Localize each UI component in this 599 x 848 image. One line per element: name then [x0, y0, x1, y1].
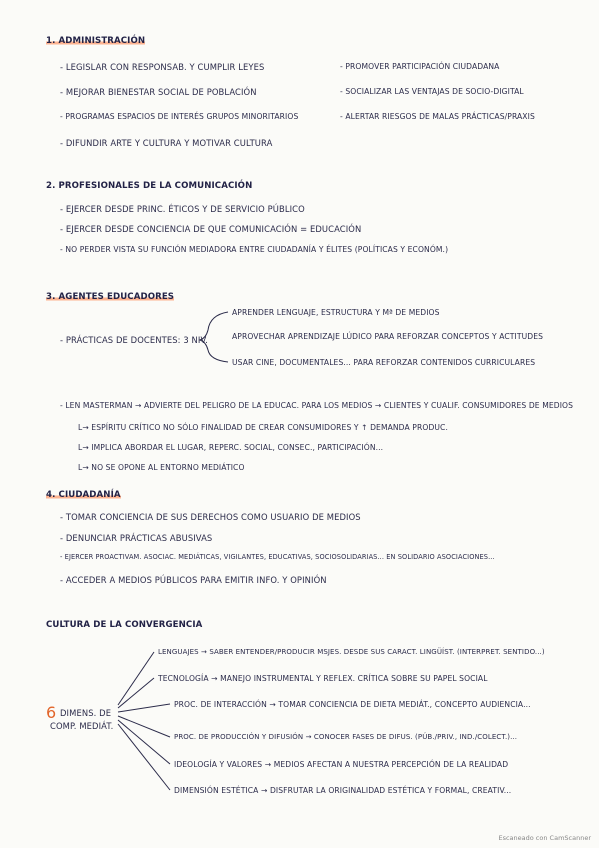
- s1-right-item: - SOCIALIZAR LAS VENTAJAS DE SOCIO-DIGITAL: [340, 87, 524, 96]
- section-1-title: 1. ADMINISTRACIÓN: [46, 36, 146, 46]
- s2-item: - NO PERDER VISTA SU FUNCIÓN MEDIADORA ENTRE CIUDADANÍA Y ÉLITES (POLÍTICAS Y ECONÓM.): [60, 245, 449, 254]
- s1-left-item: - MEJORAR BIENESTAR SOCIAL DE POBLACIÓN: [60, 87, 257, 97]
- s1-left-item: - LEGISLAR CON RESPONSAB. Y CUMPLIR LEYES: [60, 62, 265, 72]
- culture-dimension: PROC. DE PRODUCCIÓN Y DIFUSIÓN → CONOCER FASES DE DIFUS. (PÚB./PRIV., IND./COLECT.)...: [174, 733, 518, 741]
- section-3-title: 3. AGENTES EDUCADORES: [46, 292, 175, 302]
- s4-item: - ACCEDER A MEDIOS PÚBLICOS PARA EMITIR INFO. Y OPINIÓN: [60, 575, 327, 585]
- culture-title: CULTURA DE LA CONVERGENCIA: [46, 620, 203, 630]
- culture-dimension: TECNOLOGÍA → MANEJO INSTRUMENTAL Y REFLEX. CRÍTICA SOBRE SU PAPEL SOCIAL: [158, 674, 488, 683]
- s3-masterman-sub: L→ ESPÍRITU CRÍTICO NO SÓLO FINALIDAD DE CREAR CONSUMIDORES Y ↑ DEMANDA PRODUC.: [78, 423, 448, 432]
- culture-dimension: LENGUAJES → SABER ENTENDER/PRODUCIR MSJES. DESDE SUS CARACT. LINGÜÍST. (INTERPRET. SENTIDO...): [158, 648, 545, 656]
- s4-item: - TOMAR CONCIENCIA DE SUS DERECHOS COMO USUARIO DE MEDIOS: [60, 512, 361, 522]
- culture-dimension: IDEOLOGÍA Y VALORES → MEDIOS AFECTAN A NUESTRA PERCEPCIÓN DE LA REALIDAD: [174, 760, 509, 769]
- s3-masterman-sub: L→ IMPLICA ABORDAR EL LUGAR, REPERC. SOCIAL, CONSEC., PARTICIPACIÓN...: [78, 443, 384, 452]
- scanner-footer: Escaneado con CamScanner: [498, 834, 591, 842]
- s4-item: - EJERCER PROACTIVAM. ASOCIAC. MEDIÁTICAS, VIGILANTES, EDUCATIVAS, SOCIOSOLIDARIAS... EN SOLIDARIO ASOCIACIONES...: [60, 553, 495, 561]
- s3-masterman: - LEN MASTERMAN → ADVIERTE DEL PELIGRO DE LA EDUCAC. PARA LOS MEDIOS → CLIENTES Y CUALIF. CONSUMIDORES DE MEDIOS: [60, 401, 574, 410]
- six-label-2: COMP. MEDIÁT.: [50, 721, 114, 731]
- six-number: 6: [46, 703, 57, 722]
- culture-dimension: DIMENSIÓN ESTÉTICA → DISFRUTAR LA ORIGINALIDAD ESTÉTICA Y FORMAL, CREATIV...: [174, 786, 512, 795]
- s1-left-item: - DIFUNDIR ARTE Y CULTURA Y MOTIVAR CULTURA: [60, 138, 273, 148]
- s2-item: - EJERCER DESDE PRINC. ÉTICOS Y DE SERVICIO PÚBLICO: [60, 204, 305, 214]
- s3-branch: USAR CINE, DOCUMENTALES... PARA REFORZAR CONTENIDOS CURRICULARES: [232, 358, 536, 367]
- section-2-title: 2. PROFESIONALES DE LA COMUNICACIÓN: [46, 181, 253, 191]
- s3-lead: - PRÁCTICAS DE DOCENTES: 3 NIV.: [60, 335, 208, 345]
- section-4-title: 4. CIUDADANÍA: [46, 490, 121, 500]
- s3-branch: APROVECHAR APRENDIZAJE LÚDICO PARA REFORZAR CONCEPTOS Y ACTITUDES: [232, 332, 544, 341]
- six-label-1: DIMENS. DE: [60, 708, 112, 718]
- s1-right-item: - PROMOVER PARTICIPACIÓN CIUDADANA: [340, 62, 500, 71]
- s1-left-item: - PROGRAMAS ESPACIOS DE INTERÉS GRUPOS MINORITARIOS: [60, 112, 299, 121]
- s2-item: - EJERCER DESDE CONCIENCIA DE QUE COMUNICACIÓN = EDUCACIÓN: [60, 224, 362, 234]
- s3-branch: APRENDER LENGUAJE, ESTRUCTURA Y Mª DE MEDIOS: [232, 308, 440, 317]
- s4-item: - DENUNCIAR PRÁCTICAS ABUSIVAS: [60, 533, 213, 543]
- s3-masterman-sub: L→ NO SE OPONE AL ENTORNO MEDIÁTICO: [78, 463, 245, 472]
- culture-dimension: PROC. DE INTERACCIÓN → TOMAR CONCIENCIA DE DIETA MEDIÁT., CONCEPTO AUDIENCIA...: [174, 700, 531, 709]
- s1-right-item: - ALERTAR RIESGOS DE MALAS PRÁCTICAS/PRAXIS: [340, 112, 535, 121]
